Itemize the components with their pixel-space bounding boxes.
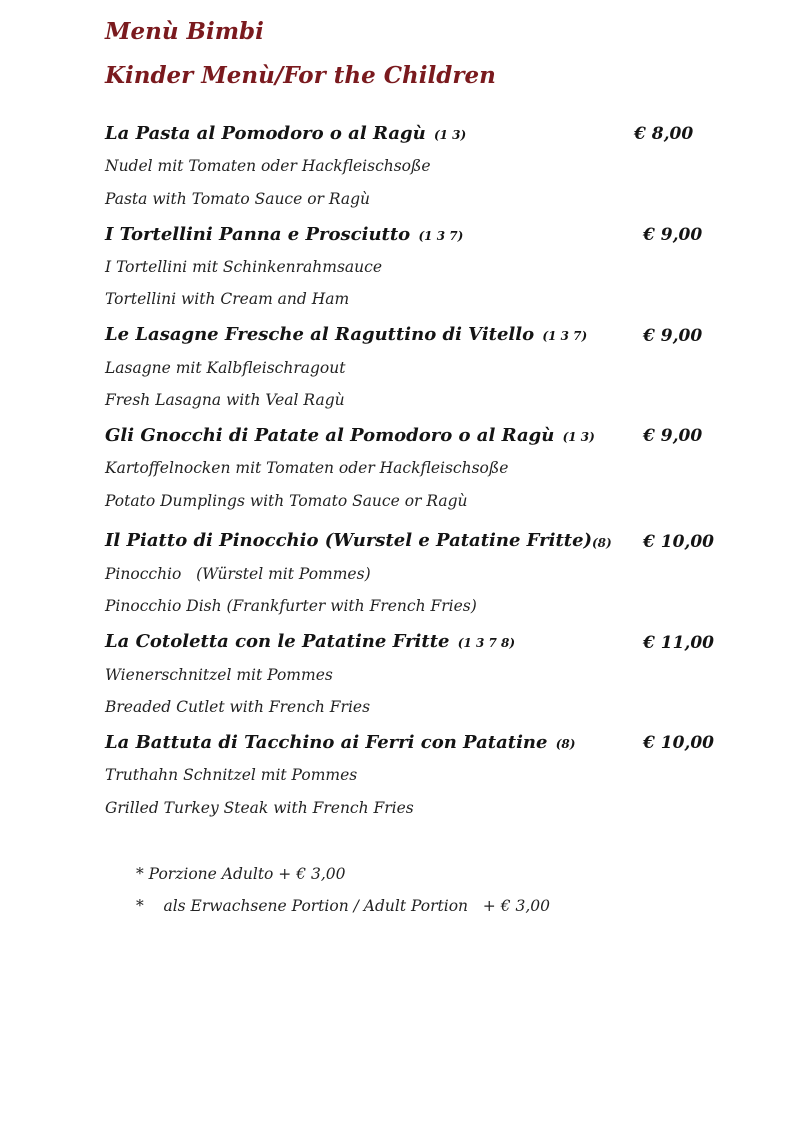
dish-name-text: I Tortellini Panna e Prosciutto (105, 224, 411, 245)
dish-translation-german: I Tortellini mit Schinkenrahmsauce (105, 258, 383, 276)
allergen-codes: (1 3 7 8) (457, 636, 516, 650)
dish-translation-english: Fresh Lasagna with Veal Ragù (105, 391, 345, 409)
dish-name (105, 732, 575, 753)
dish-translation-german: Nudel mit Tomaten oder Hackfleischsoße (105, 157, 431, 175)
dish-translation-german: Pinocchio (Würstel mit Pommes) (105, 565, 371, 583)
dish-name-text: Gli Gnocchi di Patate al Pomodoro o al Ragù (105, 425, 555, 446)
dish-price: € 9,00 (643, 225, 703, 245)
allergen-codes: (8) (555, 737, 576, 751)
menu-title-italian: Menù Bimbi (105, 18, 264, 45)
dish-translation-german: Truthahn Schnitzel mit Pommes (105, 766, 358, 784)
dish-price: € 10,00 (643, 733, 714, 753)
allergen-codes: (1 3) (433, 128, 467, 142)
dish-name-text: La Cotoletta con le Patatine Fritte (105, 631, 450, 652)
allergen-codes: (1 3 7) (542, 329, 588, 343)
dish-name (105, 123, 466, 144)
dish-translation-english: Grilled Turkey Steak with French Fries (105, 799, 414, 817)
dish-name-text: La Battuta di Tacchino ai Ferri con Patatine (105, 732, 548, 753)
dish-name (105, 425, 595, 446)
dish-name (105, 631, 515, 652)
dish-price: € 9,00 (643, 326, 703, 346)
dish-translation-english: Breaded Cutlet with French Fries (105, 698, 371, 716)
dish-name (105, 530, 592, 551)
dish-translation-english: Potato Dumplings with Tomato Sauce or Ragù (105, 492, 468, 510)
footnote-adult-portion-german-english: * als Erwachsene Portion / Adult Portion + € 3,00 (136, 897, 551, 915)
dish-name-text: Le Lasagne Fresche al Raguttino di Vitello (105, 324, 535, 345)
dish-price: € 8,00 (634, 124, 694, 144)
dish-price: € 10,00 (643, 532, 714, 552)
dish-translation-german: Wienerschnitzel mit Pommes (105, 666, 333, 684)
allergen-codes: (1 3 7) (418, 229, 464, 243)
dish-translation-german: Lasagne mit Kalbfleischragout (105, 359, 346, 377)
menu-title-german-english: Kinder Menù/For the Children (105, 62, 496, 89)
dish-name-text: Il Piatto di Pinocchio (Wurstel e Patatine Fritte) (105, 530, 593, 551)
dish-price: € 11,00 (643, 633, 714, 653)
footnote-adult-portion-italian: * Porzione Adulto + € 3,00 (136, 865, 346, 883)
dish-price: € 9,00 (643, 426, 703, 446)
allergen-codes: (8) (592, 536, 612, 550)
dish-translation-english: Pasta with Tomato Sauce or Ragù (105, 190, 371, 208)
dish-translation-english: Tortellini with Cream and Ham (105, 290, 350, 308)
dish-name-text: La Pasta al Pomodoro o al Ragù (105, 123, 426, 144)
dish-name (105, 224, 463, 245)
allergen-codes: (1 3) (562, 430, 595, 444)
dish-name (105, 324, 587, 345)
dish-translation-english: Pinocchio Dish (Frankfurter with French Fries) (105, 597, 477, 615)
dish-translation-german: Kartoffelnocken mit Tomaten oder Hackfleischsoße (105, 459, 509, 477)
